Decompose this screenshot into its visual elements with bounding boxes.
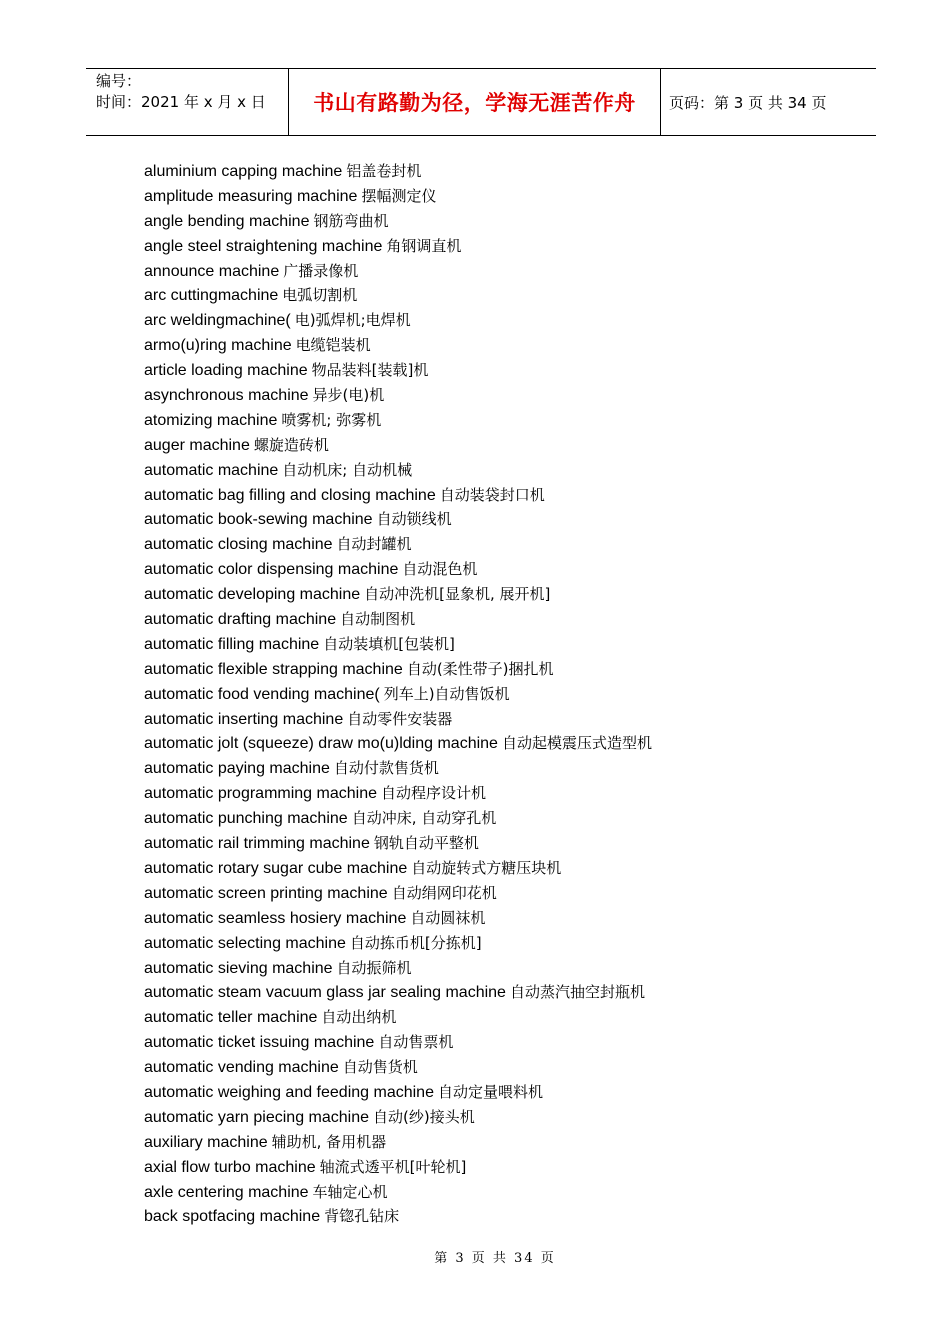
glossary-entry	[144, 383, 652, 408]
entry-english-term: automatic screen printing machine	[144, 884, 388, 902]
glossary-entry	[144, 283, 652, 308]
entry-chinese-translation: 自动封罐机	[336, 535, 412, 554]
entry-english-term: auxiliary machine	[144, 1133, 268, 1151]
glossary-entry	[144, 1030, 652, 1055]
entry-chinese-translation: 物品装料[装载]机	[311, 361, 429, 380]
entry-english-term: automatic inserting machine	[144, 710, 344, 728]
glossary-entry	[144, 1155, 652, 1180]
glossary-entry	[144, 184, 652, 209]
entry-english-term: automatic weighing and feeding machine	[144, 1083, 434, 1101]
document-number-label: 编号：	[96, 72, 142, 90]
glossary-entry	[144, 707, 652, 732]
entry-english-term: automatic jolt (squeeze) draw mo(u)lding machine	[144, 735, 498, 753]
entry-chinese-translation: 自动起模震压式造型机	[501, 734, 652, 753]
glossary-entry	[144, 931, 652, 956]
glossary-entry	[144, 1180, 652, 1205]
glossary-entry	[144, 980, 652, 1005]
glossary-entry	[144, 632, 652, 657]
entry-chinese-translation: 自动拣币机[分拣机]	[349, 933, 482, 952]
entry-english-term: automatic paying machine	[144, 760, 330, 778]
entry-chinese-translation: 电弧切割机	[282, 286, 358, 305]
entry-chinese-translation: 电)弧焊机;电焊机	[294, 311, 411, 330]
glossary-entry	[144, 483, 652, 508]
entry-english-term: aluminium capping machine	[144, 163, 343, 180]
glossary-entry	[144, 1204, 652, 1229]
entry-english-term: automatic color dispensing machine	[144, 561, 399, 579]
glossary-entry	[144, 881, 652, 906]
entry-chinese-translation: 自动付款售货机	[333, 759, 439, 778]
glossary-entry	[144, 1055, 652, 1080]
entry-chinese-translation: 自动(纱)接头机	[373, 1107, 475, 1126]
entry-chinese-translation: 钢筋弯曲机	[313, 211, 389, 230]
entry-english-term: axial flow turbo machine	[144, 1158, 316, 1176]
glossary-entry	[144, 956, 652, 981]
entry-chinese-translation: 自动(柔性带子)捆扎机	[406, 659, 554, 678]
entry-english-term: arc weldingmachine(	[144, 312, 291, 330]
entry-chinese-translation: 自动售票机	[378, 1033, 454, 1052]
entry-chinese-translation: 异步(电)机	[312, 386, 385, 405]
entry-english-term: automatic drafting machine	[144, 611, 337, 629]
glossary-entry	[144, 607, 652, 632]
document-time-label: 时间：2021 年 x 月 x 日	[96, 93, 266, 111]
entry-english-term: angle bending machine	[144, 212, 310, 230]
entry-english-term: angle steel straightening machine	[144, 237, 383, 255]
entry-chinese-translation: 列车上)自动售饭机	[383, 684, 510, 703]
entry-english-term: automatic filling machine	[144, 635, 320, 653]
header-motto: 书山有路勤为径，学海无涯苦作舟	[288, 69, 661, 135]
entry-english-term: arc cuttingmachine	[144, 287, 279, 305]
entry-english-term: automatic yarn piecing machine	[144, 1108, 370, 1126]
entry-english-term: automatic teller machine	[144, 1009, 318, 1027]
glossary-entry	[144, 806, 652, 831]
entry-chinese-translation: 铝盖卷封机	[346, 162, 422, 180]
entry-chinese-translation: 自动圆袜机	[410, 908, 486, 927]
glossary-list	[144, 159, 652, 1229]
entry-chinese-translation: 钢轨自动平整机	[373, 834, 479, 853]
entry-chinese-translation: 轴流式透平机[叶轮机]	[319, 1157, 467, 1176]
entry-english-term: automatic seamless hosiery machine	[144, 909, 407, 927]
glossary-entry	[144, 856, 652, 881]
entry-chinese-translation: 自动装袋封口机	[439, 485, 545, 504]
entry-english-term: automatic developing machine	[144, 586, 361, 604]
entry-english-term: automatic steam vacuum glass jar sealing machine	[144, 984, 506, 1002]
glossary-entry	[144, 1130, 652, 1155]
entry-english-term: automatic closing machine	[144, 536, 333, 554]
entry-chinese-translation: 自动蒸汽抽空封瓶机	[509, 983, 645, 1002]
entry-english-term: automatic flexible strapping machine	[144, 660, 403, 678]
entry-english-term: automatic machine	[144, 461, 279, 479]
entry-chinese-translation: 背锪孔钻床	[324, 1207, 400, 1226]
entry-english-term: automatic selecting machine	[144, 934, 346, 952]
entry-english-term: automatic bag filling and closing machine	[144, 486, 436, 504]
entry-english-term: automatic book-sewing machine	[144, 511, 373, 529]
glossary-entry	[144, 507, 652, 532]
glossary-entry	[144, 433, 652, 458]
glossary-entry	[144, 906, 652, 931]
glossary-entry	[144, 831, 652, 856]
entry-english-term: announce machine	[144, 262, 280, 280]
entry-chinese-translation: 自动装填机[包装机]	[323, 634, 455, 653]
entry-chinese-translation: 摆幅测定仪	[361, 186, 437, 205]
glossary-entry	[144, 458, 652, 483]
glossary-entry	[144, 582, 652, 607]
glossary-entry	[144, 731, 652, 756]
glossary-entry	[144, 557, 652, 582]
entry-chinese-translation: 自动冲床, 自动穿孔机	[351, 809, 497, 828]
glossary-entry	[144, 259, 652, 284]
glossary-entry	[144, 358, 652, 383]
header-page-info: 页码：第 3 页 共 34 页	[669, 93, 827, 112]
glossary-entry	[144, 209, 652, 234]
glossary-entry	[144, 408, 652, 433]
entry-english-term: asynchronous machine	[144, 387, 309, 405]
glossary-entry	[144, 308, 652, 333]
entry-chinese-translation: 自动混色机	[402, 560, 478, 579]
entry-chinese-translation: 喷雾机; 弥雾机	[281, 410, 382, 429]
entry-english-term: atomizing machine	[144, 411, 278, 429]
entry-chinese-translation: 自动冲洗机[显象机, 展开机]	[364, 585, 551, 604]
glossary-entry	[144, 532, 652, 557]
entry-chinese-translation: 辅助机, 备用机器	[271, 1132, 387, 1151]
entry-chinese-translation: 自动绢网印花机	[391, 883, 497, 902]
glossary-entry	[144, 1005, 652, 1030]
entry-chinese-translation: 自动制图机	[340, 610, 416, 629]
entry-english-term: automatic sieving machine	[144, 959, 333, 977]
entry-english-term: automatic food vending machine(	[144, 685, 380, 703]
glossary-entry	[144, 333, 652, 358]
glossary-entry	[144, 756, 652, 781]
entry-chinese-translation: 螺旋造砖机	[253, 435, 329, 454]
glossary-entry	[144, 159, 652, 184]
entry-chinese-translation: 角钢调直机	[386, 236, 462, 255]
entry-english-term: auger machine	[144, 436, 250, 454]
entry-chinese-translation: 自动机床; 自动机械	[282, 460, 413, 479]
entry-chinese-translation: 自动程序设计机	[381, 784, 487, 803]
entry-chinese-translation: 自动零件安装器	[347, 709, 453, 728]
entry-chinese-translation: 自动定量喂料机	[437, 1082, 543, 1101]
entry-chinese-translation: 自动售货机	[342, 1058, 418, 1077]
entry-english-term: automatic rotary sugar cube machine	[144, 859, 408, 877]
header-meta	[86, 69, 288, 135]
entry-english-term: automatic programming machine	[144, 785, 377, 803]
entry-chinese-translation: 自动出纳机	[321, 1008, 397, 1027]
entry-chinese-translation: 电缆铠装机	[295, 336, 371, 355]
entry-english-term: automatic ticket issuing machine	[144, 1034, 375, 1052]
entry-chinese-translation: 车轴定心机	[312, 1182, 388, 1201]
glossary-entry	[144, 234, 652, 259]
entry-english-term: amplitude measuring machine	[144, 187, 358, 205]
entry-chinese-translation: 广播录像机	[283, 261, 359, 280]
glossary-entry	[144, 781, 652, 806]
glossary-entry	[144, 657, 652, 682]
entry-english-term: armo(u)ring machine	[144, 337, 292, 355]
glossary-entry	[144, 1080, 652, 1105]
page-header	[86, 68, 876, 136]
glossary-entry	[144, 682, 652, 707]
entry-chinese-translation: 自动旋转式方糖压块机	[411, 858, 562, 877]
entry-chinese-translation: 自动振筛机	[336, 958, 412, 977]
entry-english-term: back spotfacing machine	[144, 1208, 321, 1226]
entry-english-term: axle centering machine	[144, 1183, 309, 1201]
entry-english-term: automatic rail trimming machine	[144, 835, 370, 853]
entry-english-term: article loading machine	[144, 362, 308, 380]
entry-english-term: automatic punching machine	[144, 810, 348, 828]
entry-chinese-translation: 自动锁线机	[376, 510, 452, 529]
entry-english-term: automatic vending machine	[144, 1059, 339, 1077]
glossary-entry	[144, 1105, 652, 1130]
page-footer: 第 3 页 共 34 页	[434, 1251, 556, 1266]
